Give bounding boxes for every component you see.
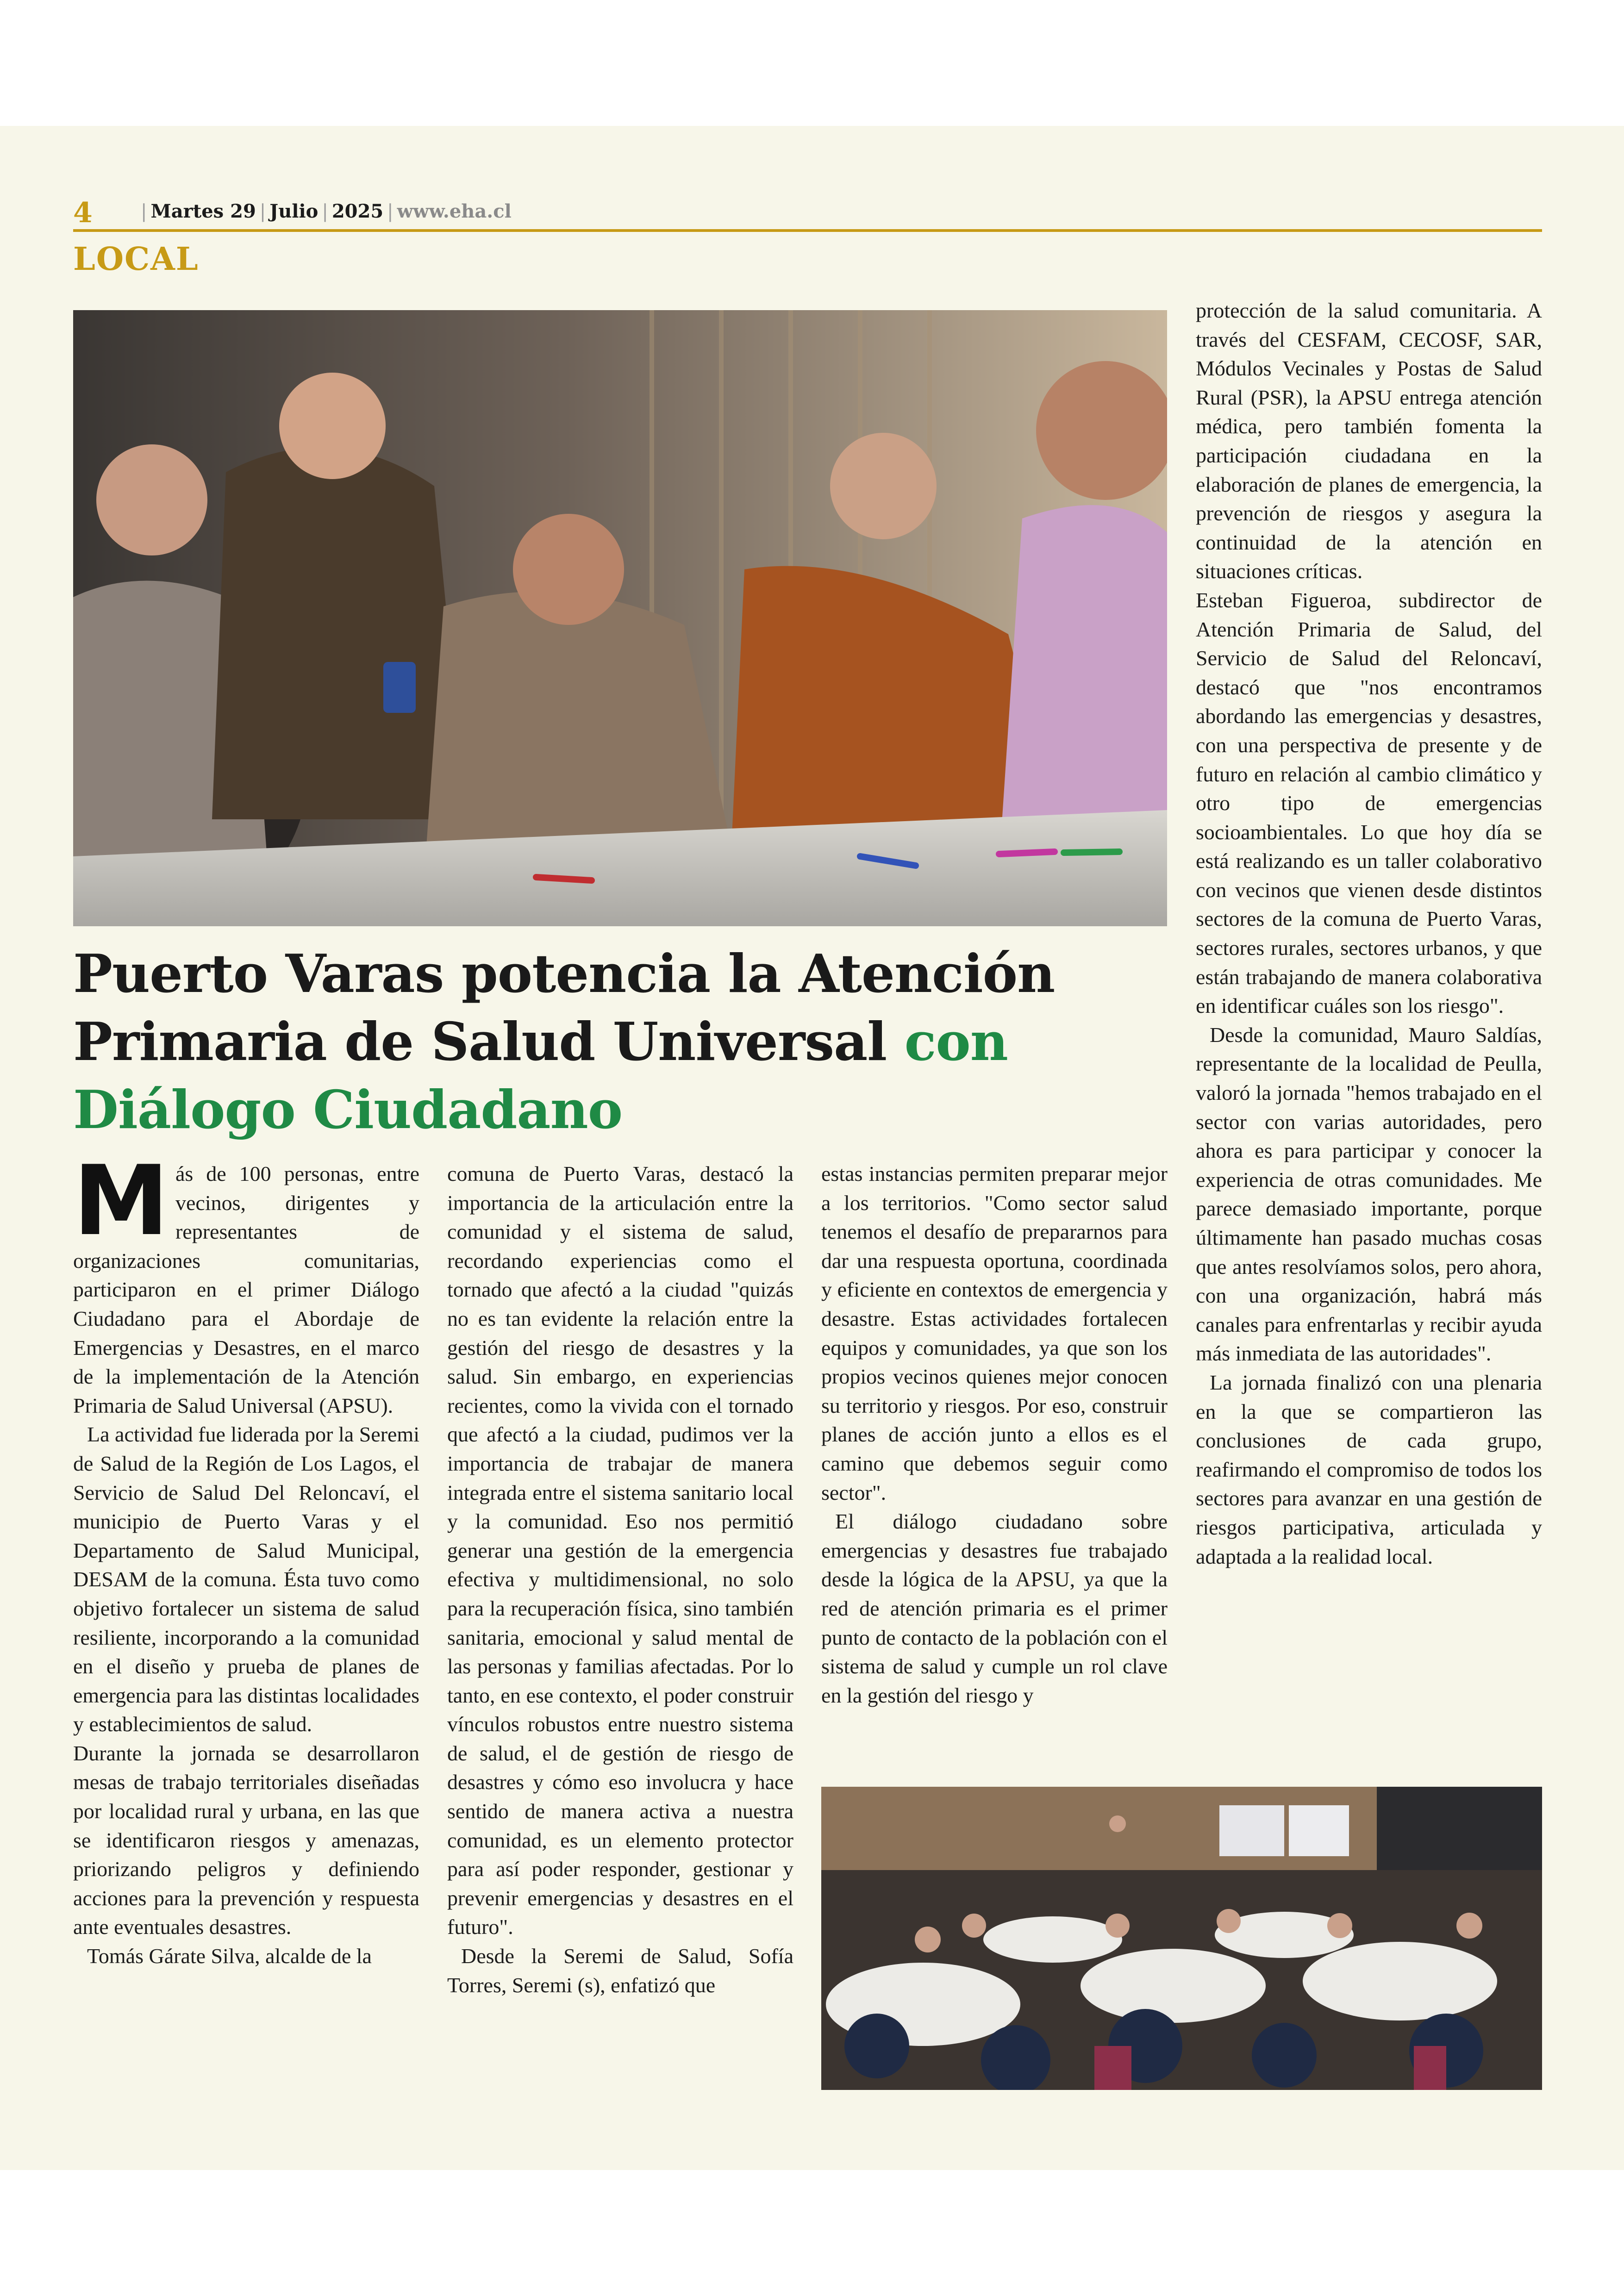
article-column-3: [821, 1160, 1168, 1710]
article-paragraph: El diálogo ciudadano sobre emergencias y desastres fue trabajado desde la lógica de la APSU, ya que la red de atención primaria es el primer punto de contacto de la población con el sistema de salud y cumple un rol clave en la gestión del riesgo y: [821, 1509, 1168, 1707]
article-paragraph: Desde la comunidad, Mauro Saldías, representante de la localidad de Peulla, valoró la jornada "hemos trabajado en el sector con varias autoridades, pero ahora es para participar y conocer la experiencia de otras comunidades. Me parece demasiado importante, porque últimamente han pasado muchas cosas que antes resolvíamos solos, pero ahora, con una organización, habrá más canales para enfrentarlas y recibir ayuda más inmediata de las autoridades".: [1196, 1023, 1542, 1366]
article-paragraph: protección de la salud comunitaria. A través del CESFAM, CECOSF, SAR, Módulos Vecinales y Postas de Salud Rural (PSR), la APSU entrega atención médica, pero también fomenta la participación ciudadana en la elaboración de planes de emergencia, la prevención de riesgos y asegura la continuidad de la atención en situaciones críticas.: [1196, 299, 1542, 583]
article-paragraph: La actividad fue liderada por la Seremi de Salud de la Región de Los Lagos, el Servicio de Salud Del Reloncaví, el municipio de Puerto Varas y el Departamento de Salud Municipal, DESAM de la comuna. Ésta tuvo como objetivo fortalecer un sistema de salud resiliente, incorporando a la comunidad en el diseño y prueba de planes de emergencia para las distintas localidades y establecimientos de salud.: [73, 1422, 419, 1736]
article-paragraph: Esteban Figueroa, subdirector de Atención Primaria de Salud, del Servicio de Salud del Reloncaví, destacó que "nos encontramos abordando las emergencias y desastres, con una perspectiva de presente y de futuro en relación al cambio climático y otro tipo de emergencias socioambientales. Lo que hoy día se está realizando es un taller colaborativo con vecinos que vienen desde distintos sectores de la comuna de Puerto Varas, sectores rurales, sectores urbanos, y que están trabajando de manera colaborativa en identificar cuáles son los riesgo".: [1196, 588, 1542, 1018]
article-column-2: [447, 1160, 793, 2000]
drop-cap: M: [73, 1145, 169, 1257]
article-paragraph: Durante la jornada se desarrollaron mesas de trabajo territoriales diseñadas por localidad rural y urbana, en las que se identificaron riesgos y amenazas, priorizando peligros y definiendo acciones para la prevención y respuesta ante eventuales desastres.: [73, 1741, 419, 1939]
page-number: 4: [73, 197, 93, 229]
article-paragraph: Desde la Seremi de Salud, Sofía Torres, Seremi (s), enfatizó que: [447, 1944, 793, 1997]
article-paragraph: Tomás Gárate Silva, alcalde de la: [87, 1944, 372, 1968]
plenary-photo-illustration: [821, 1787, 1542, 2090]
separator: |: [387, 201, 394, 222]
article-paragraph: [73, 1145, 419, 1420]
article-column-4: [1196, 296, 1542, 1571]
article-headline: [73, 940, 1166, 1144]
article-paragraph: La jornada finalizó con una plenaria en la que se compartieron las conclusiones de cada grupo, reafirmando el compromiso de todos los sectores para avanzar en una gestión de riesgos participativa, articulada y adaptada a la realidad local.: [1196, 1370, 1542, 1568]
headline-accent: con Diálogo Ciudadano: [73, 1011, 1008, 1141]
headline-main: Puerto Varas potencia la Atención Primaria de Salud Universal: [73, 943, 1055, 1073]
separator: |: [259, 201, 266, 222]
article-paragraph: estas instancias permiten preparar mejor a los territorios. "Como sector salud tenemos el desafío de prepararnos para dar una respuesta oportuna, coordinada y eficiente en contextos de emergencia y desastre. Estas actividades fortalecen equipos y comunidades, ya que son los propios vecinos quienes mejor conocen su territorio y riesgos. Por eso, construir planes de acción junto a ellos es el camino que debemos seguir como sector".: [821, 1162, 1168, 1504]
paragraph-text: ás de 100 personas, entre vecinos, dirigentes y representantes de organizaciones comunitarias, participaron en el primer Diálogo Ciudadano para el Abordaje de Emergencias y Desastres, en el marco de la implementación de la Atención Primaria de Salud Universal (APSU).: [73, 1162, 419, 1417]
separator: |: [322, 201, 328, 222]
article-column-1: [73, 1145, 419, 1971]
header-month: Julio: [269, 200, 319, 222]
section-label: LOCAL: [73, 241, 199, 278]
main-photo: [73, 310, 1167, 926]
header-year: 2025: [331, 200, 384, 222]
header-day: Martes 29: [150, 200, 256, 222]
plenary-photo: [821, 1787, 1542, 2090]
workshop-photo-illustration: [73, 310, 1167, 926]
separator: |: [141, 201, 147, 222]
issue-date: [137, 200, 512, 222]
website-link[interactable]: www.eha.cl: [397, 200, 512, 222]
page-header: [73, 197, 1542, 232]
article-paragraph: comuna de Puerto Varas, destacó la importancia de la articulación entre la comunidad y el sistema de salud, recordando experiencias como el tornado que afectó a la ciudad "quizás no es tan evidente la relación entre la gestión del riesgo de desastres y la salud. Sin embargo, en experiencias recientes, como la vivida con el tornado que afectó a la ciudad, pudimos ver la importancia de trabajar de manera integrada entre el sistema sanitario local y la comunidad. Eso nos permitió generar una gestión de la emergencia efectiva y multidimensional, no solo para la recuperación física, sino también sanitaria, emocional y salud mental de las personas y familias afectadas. Por lo tanto, en ese contexto, el poder construir vínculos robustos entre nuestro sistema de salud, el de gestión de riesgo de desastres y cómo eso involucra y hace sentido de manera activa a nuestra comunidad, es un elemento protector para así poder responder, gestionar y prevenir emergencias y desastres en el futuro".: [447, 1162, 793, 1939]
